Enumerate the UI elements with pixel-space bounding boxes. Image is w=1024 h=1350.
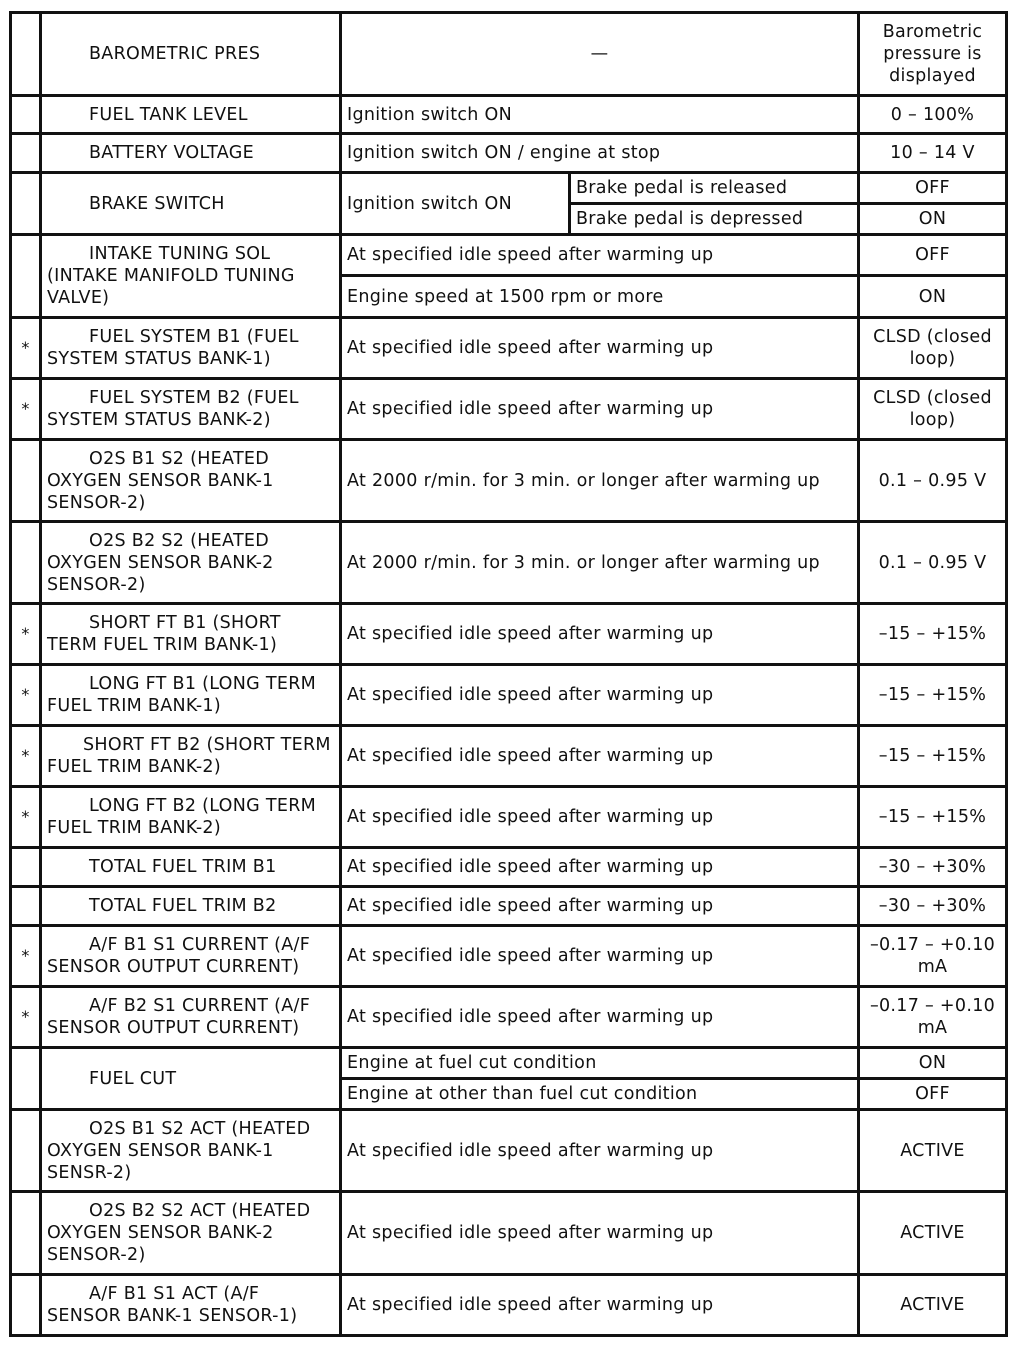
item-name: FUEL TANK LEVEL xyxy=(41,96,341,134)
value-cell: 0.1 – 0.95 V xyxy=(859,522,1007,604)
condition-cell: At specified idle speed after warming up xyxy=(341,318,859,379)
item-name: A/F B1 S1 ACT (A/F SENSOR BANK-1 SENSOR-1) xyxy=(41,1275,341,1336)
value-cell: CLSD (closed loop) xyxy=(859,318,1007,379)
item-name: O2S B2 S2 (HEATED OXYGEN SENSOR BANK-2 SENSOR-2) xyxy=(41,522,341,604)
condition-cell: Ignition switch ON xyxy=(341,96,859,134)
item-name: FUEL CUT xyxy=(41,1048,341,1110)
table-row xyxy=(11,1110,1007,1192)
value-cell: ACTIVE xyxy=(859,1192,1007,1275)
sub-condition-cell: Brake pedal is released xyxy=(570,173,859,204)
asterisk-mark xyxy=(11,235,41,318)
value-cell: CLSD (closed loop) xyxy=(859,379,1007,440)
value-cell: 0.1 – 0.95 V xyxy=(859,440,1007,522)
table-row xyxy=(11,440,1007,522)
condition-cell: At specified idle speed after warming up xyxy=(341,726,859,787)
value-cell: –0.17 – +0.10 mA xyxy=(859,987,1007,1048)
table-row xyxy=(11,1048,1007,1079)
asterisk-mark xyxy=(11,96,41,134)
asterisk-mark: * xyxy=(11,379,41,440)
asterisk-mark xyxy=(11,1192,41,1275)
table-row xyxy=(11,787,1007,848)
asterisk-mark xyxy=(11,1275,41,1336)
value-cell: OFF xyxy=(859,173,1007,204)
item-name: LONG FT B2 (LONG TERM FUEL TRIM BANK-2) xyxy=(41,787,341,848)
asterisk-mark xyxy=(11,887,41,926)
table-row xyxy=(11,987,1007,1048)
sub-condition-cell: Brake pedal is depressed xyxy=(570,204,859,235)
condition-cell: At specified idle speed after warming up xyxy=(341,1192,859,1275)
table-row xyxy=(11,379,1007,440)
table-row xyxy=(11,726,1007,787)
condition-cell: At specified idle speed after warming up xyxy=(341,1275,859,1336)
asterisk-mark xyxy=(11,173,41,235)
condition-cell: Ignition switch ON xyxy=(341,173,570,235)
item-name: LONG FT B1 (LONG TERM FUEL TRIM BANK-1) xyxy=(41,665,341,726)
asterisk-mark xyxy=(11,522,41,604)
value-cell: ON xyxy=(859,276,1007,318)
asterisk-mark xyxy=(11,1110,41,1192)
table-row xyxy=(11,96,1007,134)
value-cell: OFF xyxy=(859,235,1007,276)
condition-cell: At specified idle speed after warming up xyxy=(341,987,859,1048)
condition-cell: At specified idle speed after warming up xyxy=(341,887,859,926)
table-row xyxy=(11,235,1007,276)
asterisk-mark xyxy=(11,848,41,887)
asterisk-mark xyxy=(11,13,41,96)
condition-cell: At specified idle speed after warming up xyxy=(341,665,859,726)
value-cell: Barometric pressure is displayed xyxy=(859,13,1007,96)
item-name: INTAKE TUNING SOL (INTAKE MANIFOLD TUNING VALVE) xyxy=(41,235,341,318)
item-name: O2S B2 S2 ACT (HEATED OXYGEN SENSOR BANK-2 SENSOR-2) xyxy=(41,1192,341,1275)
item-name: TOTAL FUEL TRIM B2 xyxy=(41,887,341,926)
item-name: SHORT FT B1 (SHORT TERM FUEL TRIM BANK-1) xyxy=(41,604,341,665)
condition-cell: At specified idle speed after warming up xyxy=(341,235,859,276)
item-name: O2S B1 S2 ACT (HEATED OXYGEN SENSOR BANK-1 SENSR-2) xyxy=(41,1110,341,1192)
item-name: SHORT FT B2 (SHORT TERM FUEL TRIM BANK-2) xyxy=(41,726,341,787)
condition-cell: Engine speed at 1500 rpm or more xyxy=(341,276,859,318)
condition-cell: At specified idle speed after warming up xyxy=(341,848,859,887)
table-row xyxy=(11,604,1007,665)
spec-page xyxy=(9,11,1008,1337)
asterisk-mark: * xyxy=(11,726,41,787)
value-cell: –0.17 – +0.10 mA xyxy=(859,926,1007,987)
value-cell: ACTIVE xyxy=(859,1275,1007,1336)
item-name: FUEL SYSTEM B2 (FUEL SYSTEM STATUS BANK-2) xyxy=(41,379,341,440)
value-cell: 0 – 100% xyxy=(859,96,1007,134)
condition-cell: At 2000 r/min. for 3 min. or longer after warming up xyxy=(341,440,859,522)
item-name: BAROMETRIC PRES xyxy=(41,13,341,96)
value-cell: ACTIVE xyxy=(859,1110,1007,1192)
condition-cell: At specified idle speed after warming up xyxy=(341,787,859,848)
asterisk-mark: * xyxy=(11,987,41,1048)
table-row xyxy=(11,665,1007,726)
asterisk-mark: * xyxy=(11,665,41,726)
condition-cell: At specified idle speed after warming up xyxy=(341,604,859,665)
value-cell: –15 – +15% xyxy=(859,726,1007,787)
condition-cell: Ignition switch ON / engine at stop xyxy=(341,134,859,173)
condition-cell: At specified idle speed after warming up xyxy=(341,926,859,987)
value-cell: –15 – +15% xyxy=(859,665,1007,726)
condition-cell: At specified idle speed after warming up xyxy=(341,379,859,440)
value-cell: ON xyxy=(859,204,1007,235)
asterisk-mark: * xyxy=(11,318,41,379)
asterisk-mark: * xyxy=(11,787,41,848)
condition-cell: Engine at other than fuel cut condition xyxy=(341,1079,859,1110)
asterisk-mark xyxy=(11,440,41,522)
value-cell: OFF xyxy=(859,1079,1007,1110)
value-cell: –15 – +15% xyxy=(859,787,1007,848)
table-row xyxy=(11,318,1007,379)
condition-cell: Engine at fuel cut condition xyxy=(341,1048,859,1079)
table-row xyxy=(11,134,1007,173)
item-name: A/F B2 S1 CURRENT (A/F SENSOR OUTPUT CURRENT) xyxy=(41,987,341,1048)
table-row xyxy=(11,13,1007,96)
condition-cell: At specified idle speed after warming up xyxy=(341,1110,859,1192)
item-name: BRAKE SWITCH xyxy=(41,173,341,235)
value-cell: –30 – +30% xyxy=(859,887,1007,926)
asterisk-mark xyxy=(11,1048,41,1110)
table-row xyxy=(11,1275,1007,1336)
asterisk-mark: * xyxy=(11,604,41,665)
condition-cell: — xyxy=(341,13,859,96)
item-name: A/F B1 S1 CURRENT (A/F SENSOR OUTPUT CURRENT) xyxy=(41,926,341,987)
table-row xyxy=(11,173,1007,204)
value-cell: –15 – +15% xyxy=(859,604,1007,665)
asterisk-mark: * xyxy=(11,926,41,987)
value-cell: –30 – +30% xyxy=(859,848,1007,887)
table-row xyxy=(11,1192,1007,1275)
data-monitor-table xyxy=(9,11,1008,1337)
value-cell: 10 – 14 V xyxy=(859,134,1007,173)
table-row xyxy=(11,926,1007,987)
table-row xyxy=(11,848,1007,887)
item-name: TOTAL FUEL TRIM B1 xyxy=(41,848,341,887)
value-cell: ON xyxy=(859,1048,1007,1079)
table-row xyxy=(11,522,1007,604)
condition-cell: At 2000 r/min. for 3 min. or longer after warming up xyxy=(341,522,859,604)
asterisk-mark xyxy=(11,134,41,173)
item-name: O2S B1 S2 (HEATED OXYGEN SENSOR BANK-1 SENSOR-2) xyxy=(41,440,341,522)
item-name: FUEL SYSTEM B1 (FUEL SYSTEM STATUS BANK-1) xyxy=(41,318,341,379)
item-name: BATTERY VOLTAGE xyxy=(41,134,341,173)
table-row xyxy=(11,887,1007,926)
